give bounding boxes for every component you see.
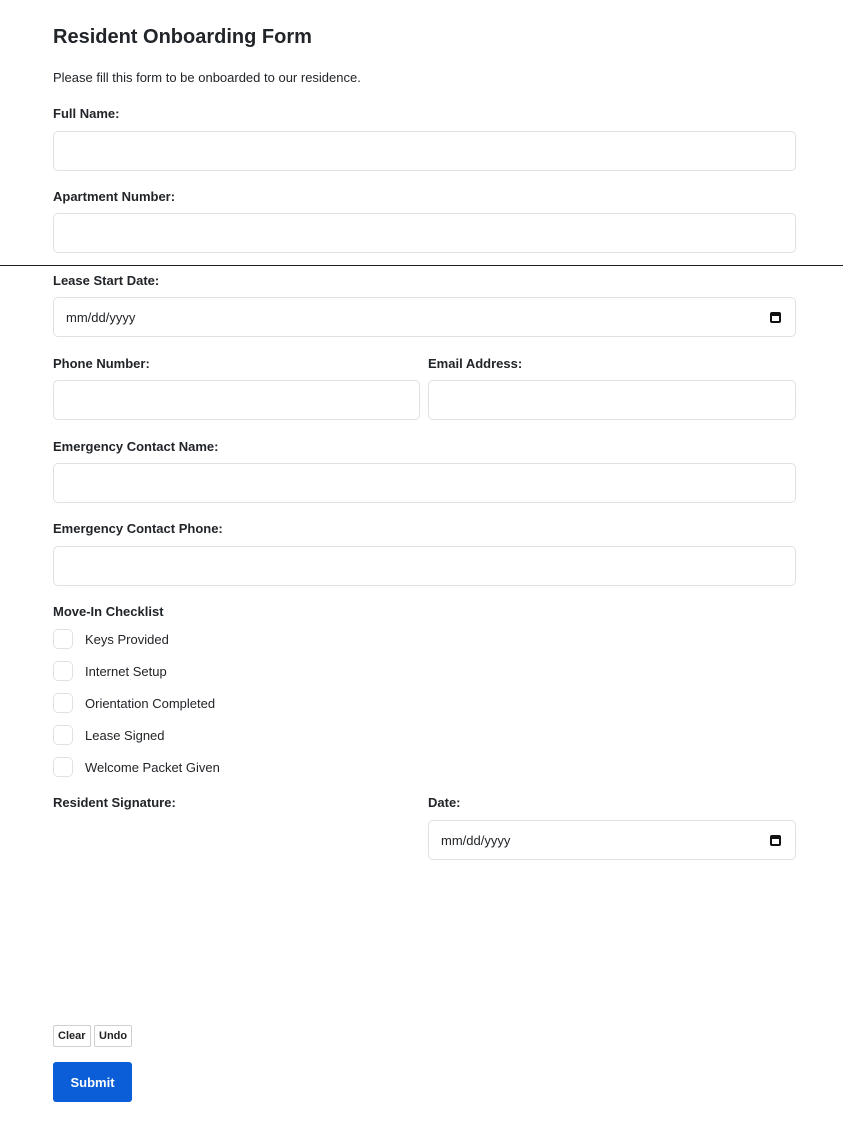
checklist-item-label: Orientation Completed — [85, 695, 216, 711]
lease-start-date-placeholder: mm/dd/yyyy — [66, 309, 136, 325]
section-divider — [0, 265, 843, 266]
full-name-label: Full Name: — [53, 106, 120, 121]
email-address-label: Email Address: — [428, 356, 523, 371]
apartment-number-input[interactable] — [53, 213, 796, 253]
signature-date-input[interactable] — [428, 820, 796, 860]
checklist-item-label: Welcome Packet Given — [85, 759, 220, 775]
phone-number-input[interactable] — [53, 380, 420, 420]
email-address-input[interactable] — [428, 380, 796, 420]
lease-start-date-label: Lease Start Date: — [53, 273, 160, 288]
form-title: Resident Onboarding Form — [53, 26, 312, 48]
checkbox[interactable] — [53, 693, 73, 713]
signature-date-label: Date: — [428, 795, 461, 810]
signature-pad[interactable] — [53, 818, 420, 1018]
full-name-input[interactable] — [53, 131, 796, 171]
checkbox[interactable] — [53, 757, 73, 777]
emergency-contact-name-label: Emergency Contact Name: — [53, 439, 219, 454]
checklist-item[interactable] — [53, 725, 165, 745]
lease-start-date-input[interactable] — [53, 297, 796, 337]
emergency-contact-phone-input[interactable] — [53, 546, 796, 586]
apartment-number-label: Apartment Number: — [53, 189, 176, 204]
clear-signature-button[interactable]: Clear — [53, 1025, 91, 1047]
resident-signature-label: Resident Signature: — [53, 795, 176, 810]
checklist-item[interactable] — [53, 757, 220, 777]
checklist-item-label: Internet Setup — [85, 663, 167, 679]
form-description: Please fill this form to be onboarded to our residence. — [53, 70, 361, 85]
checkbox[interactable] — [53, 725, 73, 745]
checkbox[interactable] — [53, 661, 73, 681]
checkbox[interactable] — [53, 629, 73, 649]
calendar-icon[interactable] — [770, 312, 781, 323]
checklist-item-label: Keys Provided — [85, 631, 169, 647]
checklist-title: Move-In Checklist — [53, 604, 164, 619]
checklist-item[interactable] — [53, 629, 169, 649]
emergency-contact-phone-label: Emergency Contact Phone: — [53, 521, 223, 536]
emergency-contact-name-input[interactable] — [53, 463, 796, 503]
checklist-item[interactable] — [53, 693, 215, 713]
signature-date-placeholder: mm/dd/yyyy — [441, 832, 511, 848]
submit-button[interactable]: Submit — [53, 1062, 132, 1102]
checklist-item[interactable] — [53, 661, 167, 681]
calendar-icon[interactable] — [770, 835, 781, 846]
checklist-item-label: Lease Signed — [85, 727, 165, 743]
phone-number-label: Phone Number: — [53, 356, 150, 371]
undo-signature-button[interactable]: Undo — [94, 1025, 132, 1047]
